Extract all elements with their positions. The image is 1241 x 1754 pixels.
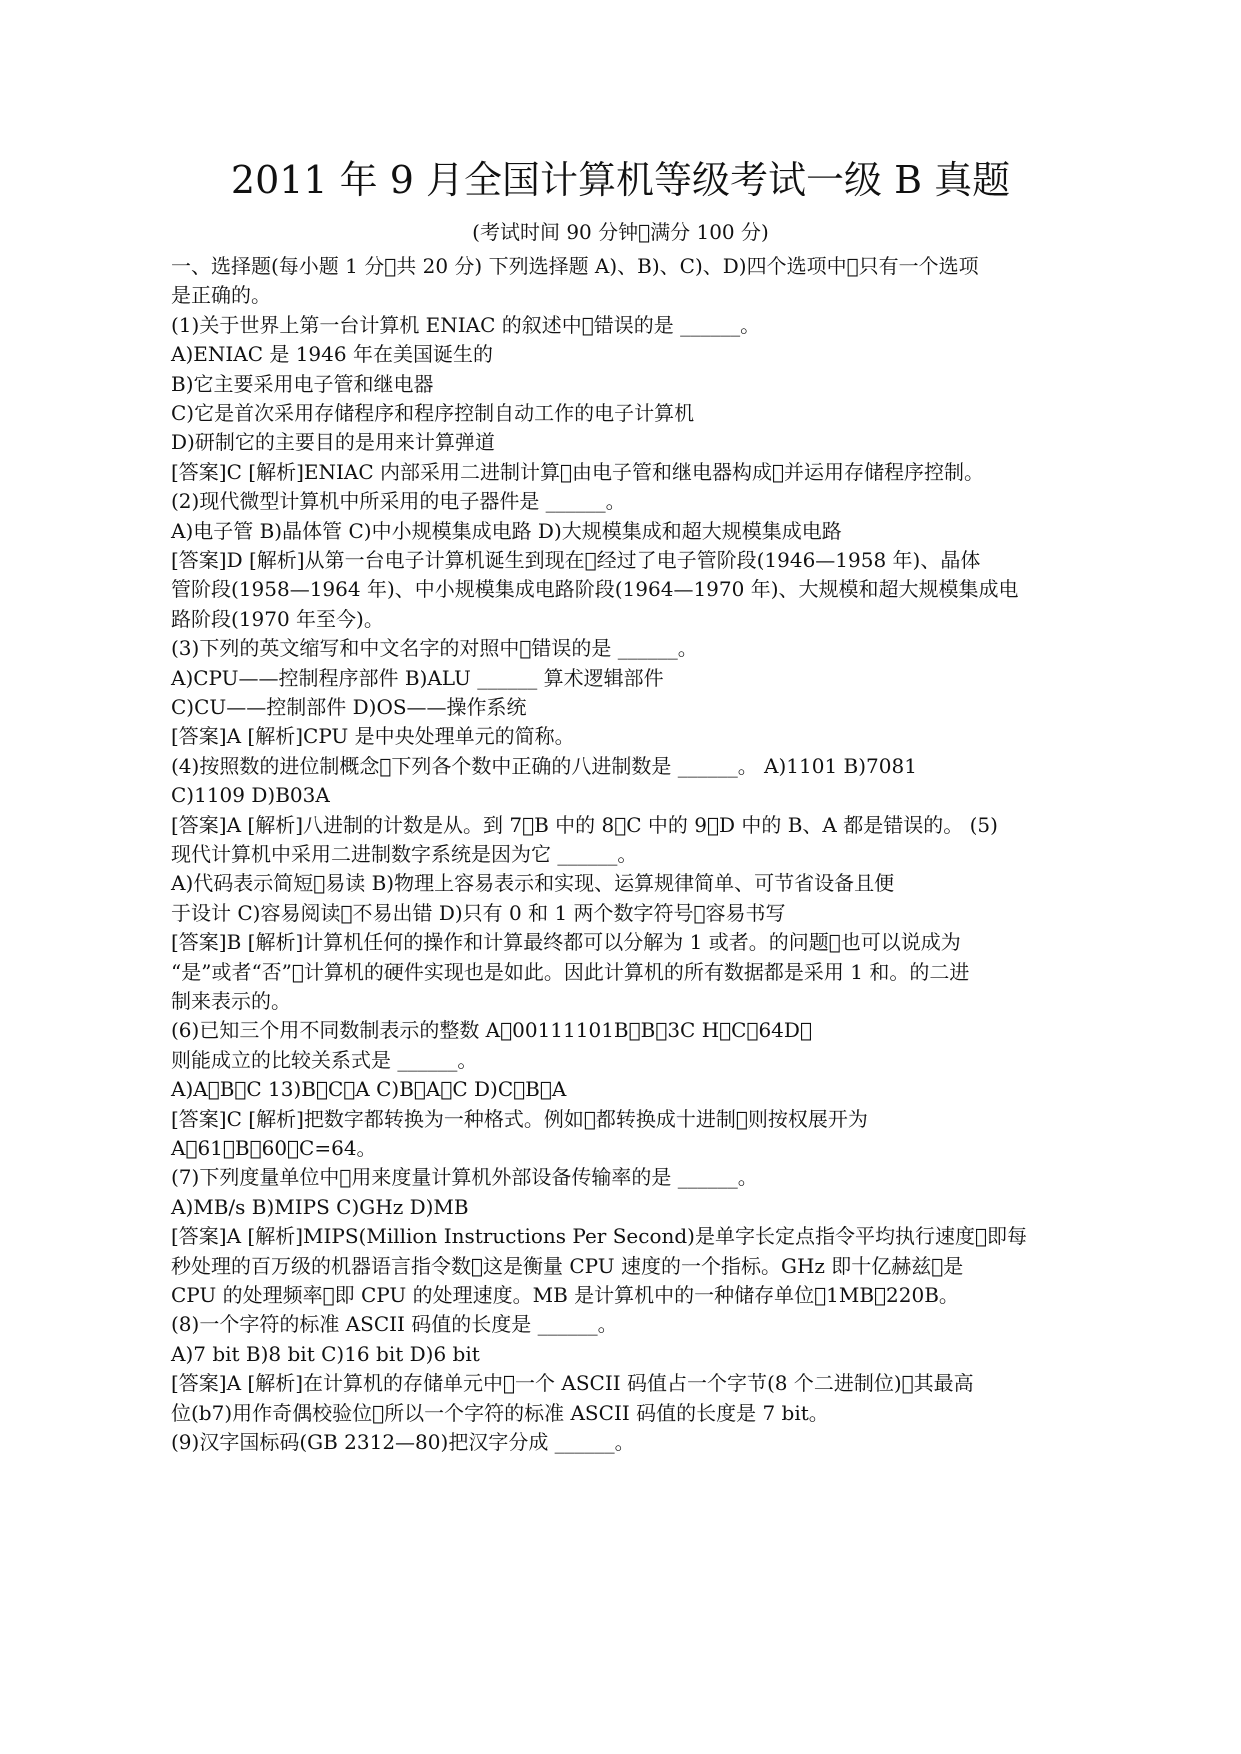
text-line: (9)汉字国标码(GB 2312—80)把汉字分成 ______。 xyxy=(171,1430,635,1454)
text-line: (7)下列度量单位中 用来度量计算机外部设备传输率的是 ______。 xyxy=(171,1165,758,1189)
text-line: 秒处理的百万级的机器语言指令数 这是衡量 CPU 速度的一个指标。GHz 即十亿赫兹 是 xyxy=(171,1254,964,1278)
text-line: A)CPU——控制程序部件 B)ALU ______ 算术逻辑部件 xyxy=(171,666,664,690)
text-line: [答案]B [解析]计算机任何的操作和计算最终都可以分解为 1 或者。的问题 也可以说成为 xyxy=(171,930,961,954)
text-line: [答案]A [解析]MIPS(Million Instructions Per Second)是单字长定点指令平均执行速度 即每 xyxy=(171,1224,1027,1248)
text-line: [答案]A [解析]八进制的计数是从。到 7 B 中的 8 C 中的 9 D 中的 B、A 都是错误的。 (5) xyxy=(171,813,998,837)
text-line: 是正确的。 xyxy=(171,283,271,307)
text-line: 管阶段(1958—1964 年)、中小规模集成电路阶段(1964—1970 年)、大规模和超大规模集成电 xyxy=(171,577,1019,601)
text-line: (2)现代微型计算机中所采用的电子器件是 ______。 xyxy=(171,489,626,513)
document-subtitle: (考试时间 90 分钟 满分 100 分) xyxy=(472,220,769,244)
document-title: 2011 年 9 月全国计算机等级考试一级 B 真题 xyxy=(230,158,1011,202)
text-line: C)它是首次采用存储程序和程序控制自动工作的电子计算机 xyxy=(171,401,695,425)
text-line: C)CU——控制部件 D)OS——操作系统 xyxy=(171,695,527,719)
text-line: 则能成立的比较关系式是 ______。 xyxy=(171,1048,478,1072)
text-line: B)它主要采用电子管和继电器 xyxy=(171,372,434,396)
text-line: A)ENIAC 是 1946 年在美国诞生的 xyxy=(171,342,493,366)
text-line: (3)下列的英文缩写和中文名字的对照中 错误的是 ______。 xyxy=(171,636,698,660)
text-line: [答案]C [解析]ENIAC 内部采用二进制计算 由电子管和继电器构成 并运用存储程序控制。 xyxy=(171,460,984,484)
text-line: A)7 bit B)8 bit C)16 bit D)6 bit xyxy=(171,1342,480,1366)
text-line: [答案]C [解析]把数字都转换为一种格式。例如 都转换成十进制 则按权展开为 xyxy=(171,1107,868,1131)
text-line: (8)一个字符的标准 ASCII 码值的长度是 ______。 xyxy=(171,1312,618,1336)
text-line: [答案]D [解析]从第一台电子计算机诞生到现在 经过了电子管阶段(1946—1958 年)、晶体 xyxy=(171,548,981,572)
text-line: (6)已知三个用不同数制表示的整数 A 00111101B B 3C H C 64D  xyxy=(171,1018,812,1042)
text-line: [答案]A [解析]CPU 是中央处理单元的简称。 xyxy=(171,724,575,748)
text-line: 路阶段(1970 年至今)。 xyxy=(171,607,384,631)
text-line: A 61 B 60 C=64。 xyxy=(171,1136,377,1160)
text-line: 制来表示的。 xyxy=(171,989,291,1013)
text-line: 一、选择题(每小题 1 分 共 20 分) 下列选择题 A)、B)、C)、D)四个选项中 只有一个选项 xyxy=(171,254,979,278)
text-line: (1)关于世界上第一台计算机 ENIAC 的叙述中 错误的是 ______。 xyxy=(171,313,761,337)
text-line: (4)按照数的进位制概念 下列各个数中正确的八进制数是 ______。 A)1101 B)7081 xyxy=(171,754,917,778)
text-line: [答案]A [解析]在计算机的存储单元中 一个 ASCII 码值占一个字节(8 个二进制位) 其最高 xyxy=(171,1371,974,1395)
text-line: 于设计 C)容易阅读 不易出错 D)只有 0 和 1 两个数字符号 容易书写 xyxy=(171,901,786,925)
text-line: A)电子管 B)晶体管 C)中小规模集成电路 D)大规模集成和超大规模集成电路 xyxy=(171,519,842,543)
text-line: CPU 的处理频率 即 CPU 的处理速度。MB 是计算机中的一种储存单位 1MB 220B。 xyxy=(171,1283,959,1307)
text-line: A)MB/s B)MIPS C)GHz D)MB xyxy=(171,1195,469,1219)
text-line: 现代计算机中采用二进制数字系统是因为它 ______。 xyxy=(171,842,638,866)
text-line: D)研制它的主要目的是用来计算弹道 xyxy=(171,430,495,454)
text-line: C)1109 D)B03A xyxy=(171,783,330,807)
text-line: 位(b7)用作奇偶校验位 所以一个字符的标准 ASCII 码值的长度是 7 bit。 xyxy=(171,1401,829,1425)
text-line: A)A B C 13)B C A C)B A C D)C B A xyxy=(171,1077,567,1101)
text-line: “是”或者“否” 计算机的硬件实现也是如此。因此计算机的所有数据都是采用 1 和。的二进 xyxy=(171,960,970,984)
text-line: A)代码表示简短 易读 B)物理上容易表示和实现、运算规律简单、可节省设备且便 xyxy=(171,871,895,895)
